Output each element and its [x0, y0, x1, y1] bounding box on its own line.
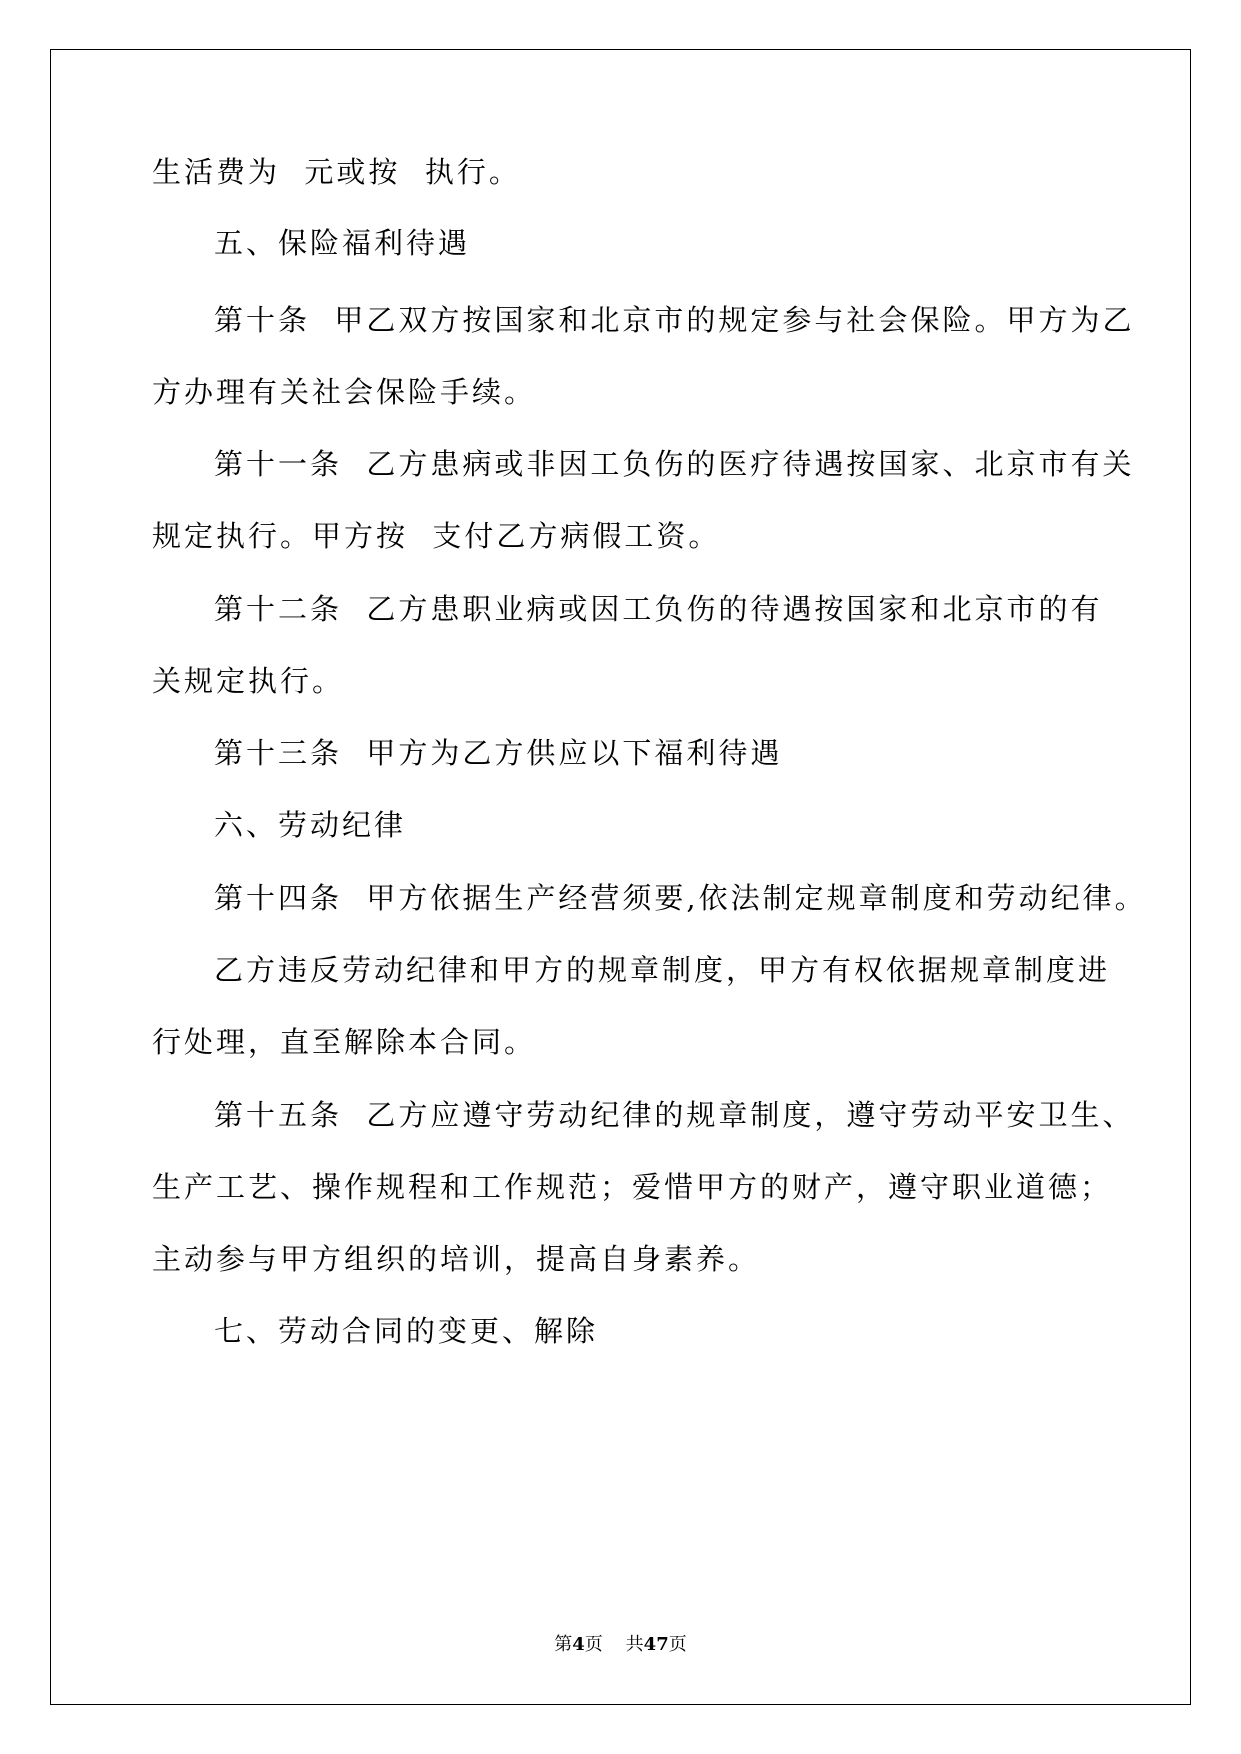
section-heading: 七、劳动合同的变更、解除 [214, 1314, 599, 1348]
text-line: 行处理，直至解除本合同。 [152, 1025, 537, 1059]
text-line: 第十一条 乙方患病或非因工负伤的医疗待遇按国家、北京市有关 [214, 447, 1135, 481]
footer-total-suffix: 页 [668, 1634, 687, 1655]
footer-page-prefix: 第 [554, 1634, 573, 1655]
text-line: 乙方违反劳动纪律和甲方的规章制度，甲方有权依据规章制度进 [214, 953, 1111, 987]
text-line: 关规定执行。 [152, 664, 345, 698]
section-heading: 五、保险福利待遇 [214, 226, 471, 260]
text-line: 生活费为 元或按 执行。 [152, 155, 521, 189]
text-line: 第十条 甲乙双方按国家和北京市的规定参与社会保险。甲方为乙 [214, 303, 1135, 337]
footer-total-prefix: 共 [625, 1634, 644, 1655]
footer-page-suffix: 页 [584, 1634, 603, 1655]
text-line: 第十四条 甲方依据生产经营须要,依法制定规章制度和劳动纪律。 [214, 881, 1147, 915]
footer-page-number: 4 [572, 1634, 585, 1655]
text-line: 第十三条 甲方为乙方供应以下福利待遇 [214, 736, 783, 770]
footer-total-pages: 47 [643, 1634, 669, 1655]
text-line: 方办理有关社会保险手续。 [152, 375, 537, 409]
text-line: 第十二条 乙方患职业病或因工负伤的待遇按国家和北京市的有 [214, 592, 1103, 626]
text-line: 主动参与甲方组织的培训，提高自身素养。 [152, 1242, 761, 1276]
section-heading: 六、劳动纪律 [214, 808, 407, 842]
text-line: 生产工艺、操作规程和工作规范；爱惜甲方的财产，遵守职业道德； [152, 1170, 1113, 1204]
page-footer [0, 1630, 1241, 1656]
text-line: 第十五条 乙方应遵守劳动纪律的规章制度，遵守劳动平安卫生、 [214, 1098, 1135, 1132]
text-line: 规定执行。甲方按 支付乙方病假工资。 [152, 519, 721, 553]
page-border [50, 49, 1191, 1705]
